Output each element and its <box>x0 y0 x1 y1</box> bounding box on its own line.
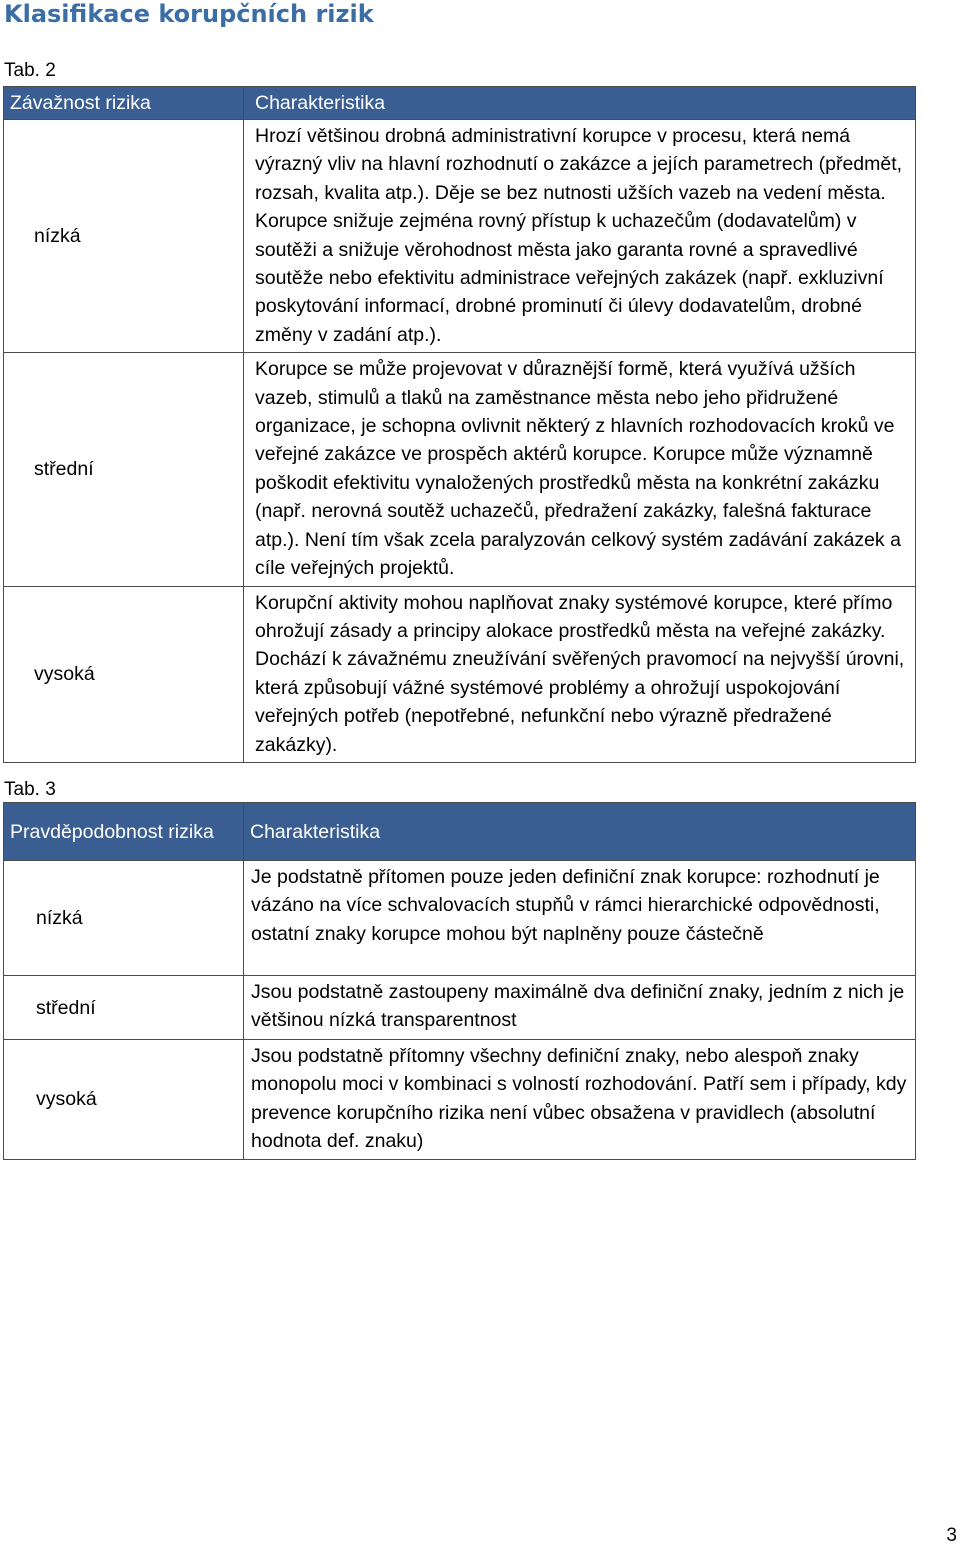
probability-level: vysoká <box>4 1040 244 1160</box>
table-row <box>4 976 916 1040</box>
probability-description: Je podstatně přítomen pouze jeden definiční znak korupce: rozhodnutí je vázáno na více schvalovacích stupňů v rámci hierarchické odpovědnosti, ostatní znaky korupce mohou být naplněny pouze částečně <box>244 861 916 976</box>
table-header-row <box>4 87 916 120</box>
severity-description: Korupční aktivity mohou naplňovat znaky systémové korupce, které přímo ohrožují zásady a principy alokace prostředků města na veřejné zakázky. Dochází k závažnému zneužívání svěřených pravomocí na nejvyšší úrovni, která způsobují vážné systémové problémy a ohrožují uspokojování veřejných potřeb (nepotřebné, nefunkční nebo výrazně předražené zakázky). <box>244 586 916 762</box>
document-title: Klasifikace korupčních rizik <box>4 0 374 28</box>
severity-level: střední <box>4 353 244 586</box>
page-number: 3 <box>946 1525 957 1546</box>
severity-level: nízká <box>4 120 244 353</box>
table-row <box>4 120 916 353</box>
probability-level: nízká <box>4 861 244 976</box>
probability-level: střední <box>4 976 244 1040</box>
table-3-label: Tab. 3 <box>4 779 56 800</box>
table-row <box>4 861 916 976</box>
severity-description: Hrozí většinou drobná administrativní korupce v procesu, která nemá výrazný vliv na hlavní rozhodnutí o zakázce a jejích parametrech (předmět, rozsah, kvalita atp.). Děje se bez nutnosti užších vazeb na vedení města. Korupce snižuje zejména rovný přístup k uchazečům (dodavatelům) v soutěži a snižuje věrohodnost města jako garanta rovné a spravedlivé soutěže nebo efektivitu administrace veřejných zakázek (např. exkluzivní poskytování informací, drobné prominutí či úlevy dodavatelům, drobné změny v zadání atp.). <box>244 120 916 353</box>
risk-probability-table <box>3 802 916 1160</box>
table-row <box>4 1040 916 1160</box>
probability-description: Jsou podstatně přítomny všechny definiční znaky, nebo alespoň znaky monopolu moci v kombinaci s volností rozhodování. Patří sem i případy, kdy prevence korupčního rizika není vůbec obsažena v pravidlech (absolutní hodnota def. znaku) <box>244 1040 916 1160</box>
header-characteristics: Charakteristika <box>244 87 916 120</box>
severity-level: vysoká <box>4 586 244 762</box>
severity-description: Korupce se může projevovat v důraznější formě, která využívá užších vazeb, stimulů a tlaků na zaměstnance města nebo jeho přidružené organizace, je schopna ovlivnit některý z hlavních rozhodovacích kroků ve veřejné zakázce ve prospěch aktérů korupce. Korupce může významně poškodit efektivitu vynaložených prostředků města na konkrétní zakázku (např. nerovná soutěž uchazečů, předražení zakázky, falešná fakturace atp.). Není tím však zcela paralyzován celkový systém zadávání zakázek a cíle veřejných projektů. <box>244 353 916 586</box>
table-row <box>4 353 916 586</box>
table-2-label: Tab. 2 <box>4 60 56 81</box>
table-header-row <box>4 803 916 861</box>
header-characteristics: Charakteristika <box>244 803 916 861</box>
table-row <box>4 586 916 762</box>
probability-description: Jsou podstatně zastoupeny maximálně dva definiční znaky, jedním z nich je většinou nízká transparentnost <box>244 976 916 1040</box>
risk-severity-table <box>3 86 916 763</box>
header-severity: Závažnost rizika <box>4 87 244 120</box>
header-probability: Pravděpodobnost rizika <box>4 803 244 861</box>
